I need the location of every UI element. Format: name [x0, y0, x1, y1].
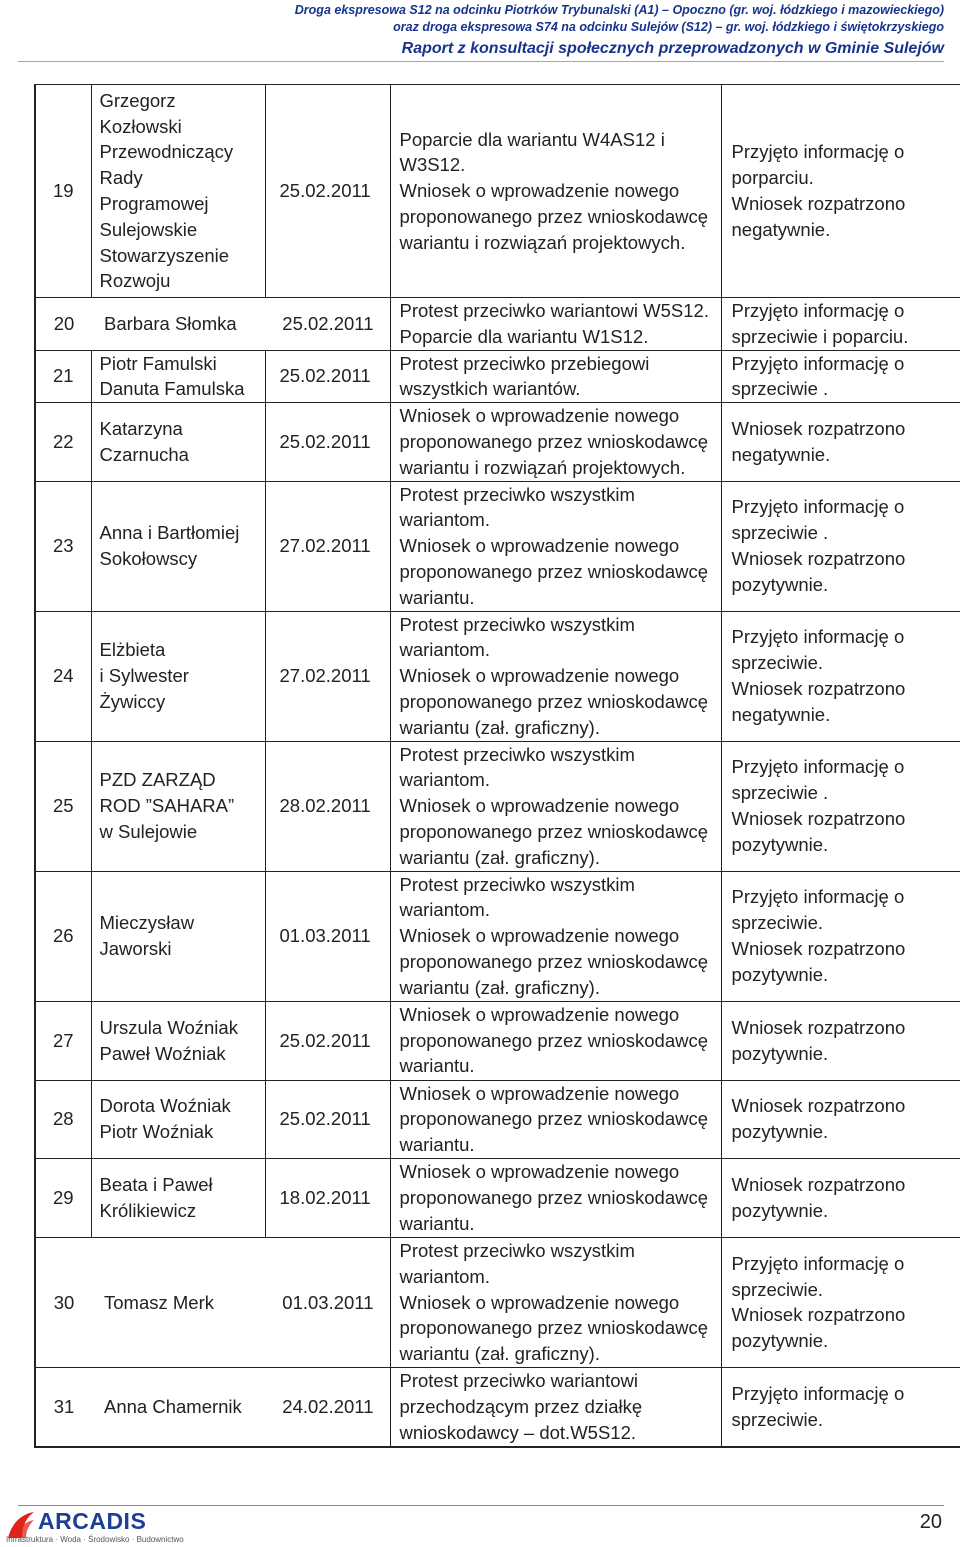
row-date: 25.02.2011 — [265, 85, 390, 298]
row-date: 25.02.2011 — [265, 403, 390, 481]
row-response: Przyjęto informację o sprzeciwie. Wniosek rozpatrzono pozytywnie. — [721, 871, 960, 1001]
row-date: 25.02.2011 — [282, 312, 374, 334]
row-request: Wniosek o wprowadzenie nowego proponowanego przez wnioskodawcę wariantu. — [390, 1080, 721, 1158]
header-line-1: Droga ekspresowa S12 na odcinku Piotrków Trybunalski (A1) – Opoczno (gr. woj. łódzkiego i mazowieckiego) — [294, 3, 944, 17]
row-date: 25.02.2011 — [265, 350, 390, 403]
row-name: Elżbieta i Sylwester Żywiccy — [91, 611, 265, 741]
row-request: Protest przeciwko wariantowi W5S12. Poparcie dla wariantu W1S12. — [390, 298, 721, 351]
row-request: Protest przeciwko przebiegowi wszystkich wariantów. — [390, 350, 721, 403]
row-number: 29 — [35, 1158, 91, 1237]
row-identity — [36, 1394, 390, 1420]
table-row — [35, 1158, 960, 1237]
row-date: 27.02.2011 — [265, 481, 390, 611]
row-response: Wniosek rozpatrzono pozytywnie. — [721, 1001, 960, 1080]
row-request: Protest przeciwko wszystkim wariantom. Wniosek o wprowadzenie nowego proponowanego przez wnioskodawcę wariantu (zał. graficzny). — [390, 871, 721, 1001]
row-number: 24 — [35, 611, 91, 741]
row-name: Tomasz Merk — [104, 1291, 214, 1313]
row-request: Wniosek o wprowadzenie nowego proponowanego przez wnioskodawcę wariantu. — [390, 1158, 721, 1237]
row-response: Przyjęto informację o porparciu. Wniosek rozpatrzono negatywnie. — [721, 85, 960, 298]
row-response: Przyjęto informację o sprzeciwie . Wniosek rozpatrzono pozytywnie. — [721, 481, 960, 611]
logo-wordmark: ARCADIS — [38, 1508, 147, 1534]
row-date: 18.02.2011 — [265, 1158, 390, 1237]
header-report-title: Raport z konsultacji społecznych przeprowadzonych w Gminie Sulejów — [401, 40, 944, 57]
row-number: 20 — [53, 312, 75, 334]
row-number: 23 — [35, 481, 91, 611]
table-row — [35, 1237, 960, 1367]
row-request: Protest przeciwko wariantowi przechodzącym przez działkę wnioskodawcy – dot.W5S12. — [390, 1367, 721, 1447]
row-number: 27 — [35, 1001, 91, 1080]
row-date: 01.03.2011 — [282, 1291, 374, 1313]
row-response: Przyjęto informację o sprzeciwie . — [721, 350, 960, 403]
row-number: 26 — [35, 871, 91, 1001]
row-number: 25 — [35, 741, 91, 871]
row-name: Grzegorz Kozłowski Przewodniczący Rady Programowej Sulejowskie Stowarzyszenie Rozwoju — [91, 85, 265, 298]
row-number: 28 — [35, 1080, 91, 1158]
row-name: Katarzyna Czarnucha — [91, 403, 265, 481]
table-row — [35, 871, 960, 1001]
row-request: Wniosek o wprowadzenie nowego proponowanego przez wnioskodawcę wariantu i rozwiązań projektowych. — [390, 403, 721, 481]
row-name: Mieczysław Jaworski — [91, 871, 265, 1001]
row-name: Anna Chamernik — [104, 1396, 242, 1418]
table-row — [35, 350, 960, 403]
row-request: Wniosek o wprowadzenie nowego proponowanego przez wnioskodawcę wariantu. — [390, 1001, 721, 1080]
row-name: PZD ZARZĄD ROD ”SAHARA” w Sulejowie — [91, 741, 265, 871]
page-number: 20 — [919, 1511, 942, 1533]
table-row — [35, 741, 960, 871]
row-date: 25.02.2011 — [265, 1080, 390, 1158]
row-date: 01.03.2011 — [265, 871, 390, 1001]
table-row — [35, 1080, 960, 1158]
row-date: 27.02.2011 — [265, 611, 390, 741]
row-request: Protest przeciwko wszystkim wariantom. Wniosek o wprowadzenie nowego proponowanego przez wnioskodawcę wariantu (zał. graficzny). — [390, 1237, 721, 1367]
row-response: Wniosek rozpatrzono pozytywnie. — [721, 1158, 960, 1237]
table-row — [35, 1001, 960, 1080]
row-name: Urszula Woźniak Paweł Woźniak — [91, 1001, 265, 1080]
consultation-table — [34, 84, 960, 1448]
header-line-2: oraz droga ekspresowa S74 na odcinku Sulejów (S12) – gr. woj. łódzkiego i świętokrzyskiego — [393, 20, 944, 34]
row-identity — [36, 311, 390, 337]
row-response: Przyjęto informację o sprzeciwie . Wniosek rozpatrzono pozytywnie. — [721, 741, 960, 871]
row-name: Piotr Famulski Danuta Famulska — [91, 350, 265, 403]
row-response: Przyjęto informację o sprzeciwie. Wniosek rozpatrzono pozytywnie. — [721, 1237, 960, 1367]
row-date: 25.02.2011 — [265, 1001, 390, 1080]
header-divider — [18, 61, 944, 62]
row-number: 21 — [35, 350, 91, 403]
row-number: 19 — [35, 85, 91, 298]
table-row — [35, 85, 960, 298]
table-row — [35, 298, 960, 351]
row-date: 24.02.2011 — [282, 1396, 374, 1418]
row-number: 22 — [35, 403, 91, 481]
table-row — [35, 1367, 960, 1447]
row-response: Przyjęto informację o sprzeciwie i poparciu. — [721, 298, 960, 351]
row-number: 31 — [53, 1396, 75, 1418]
row-date: 28.02.2011 — [265, 741, 390, 871]
row-number: 30 — [53, 1291, 75, 1313]
row-name: Barbara Słomka — [104, 312, 237, 334]
logo-tagline: Infrastruktura · Woda · Środowisko · Budownictwo — [6, 1535, 184, 1544]
row-response: Wniosek rozpatrzono pozytywnie. — [721, 1080, 960, 1158]
table-row — [35, 611, 960, 741]
footer-divider — [18, 1505, 944, 1506]
row-response: Wniosek rozpatrzono negatywnie. — [721, 403, 960, 481]
row-response: Przyjęto informację o sprzeciwie. — [721, 1367, 960, 1447]
row-response: Przyjęto informację o sprzeciwie. Wniosek rozpatrzono negatywnie. — [721, 611, 960, 741]
row-request: Protest przeciwko wszystkim wariantom. Wniosek o wprowadzenie nowego proponowanego przez wnioskodawcę wariantu. — [390, 481, 721, 611]
page-header — [244, 2, 944, 60]
row-identity — [36, 1290, 390, 1316]
table-row — [35, 403, 960, 481]
table-row — [35, 481, 960, 611]
row-name: Dorota Woźniak Piotr Woźniak — [91, 1080, 265, 1158]
row-request: Poparcie dla wariantu W4AS12 i W3S12. Wniosek o wprowadzenie nowego proponowanego przez wnioskodawcę wariantu i rozwiązań projektowych. — [390, 85, 721, 298]
row-request: Protest przeciwko wszystkim wariantom. Wniosek o wprowadzenie nowego proponowanego przez wnioskodawcę wariantu (zał. graficzny). — [390, 741, 721, 871]
row-request: Protest przeciwko wszystkim wariantom. Wniosek o wprowadzenie nowego proponowanego przez wnioskodawcę wariantu (zał. graficzny). — [390, 611, 721, 741]
row-name: Beata i Paweł Królikiewicz — [91, 1158, 265, 1237]
row-name: Anna i Bartłomiej Sokołowscy — [91, 481, 265, 611]
